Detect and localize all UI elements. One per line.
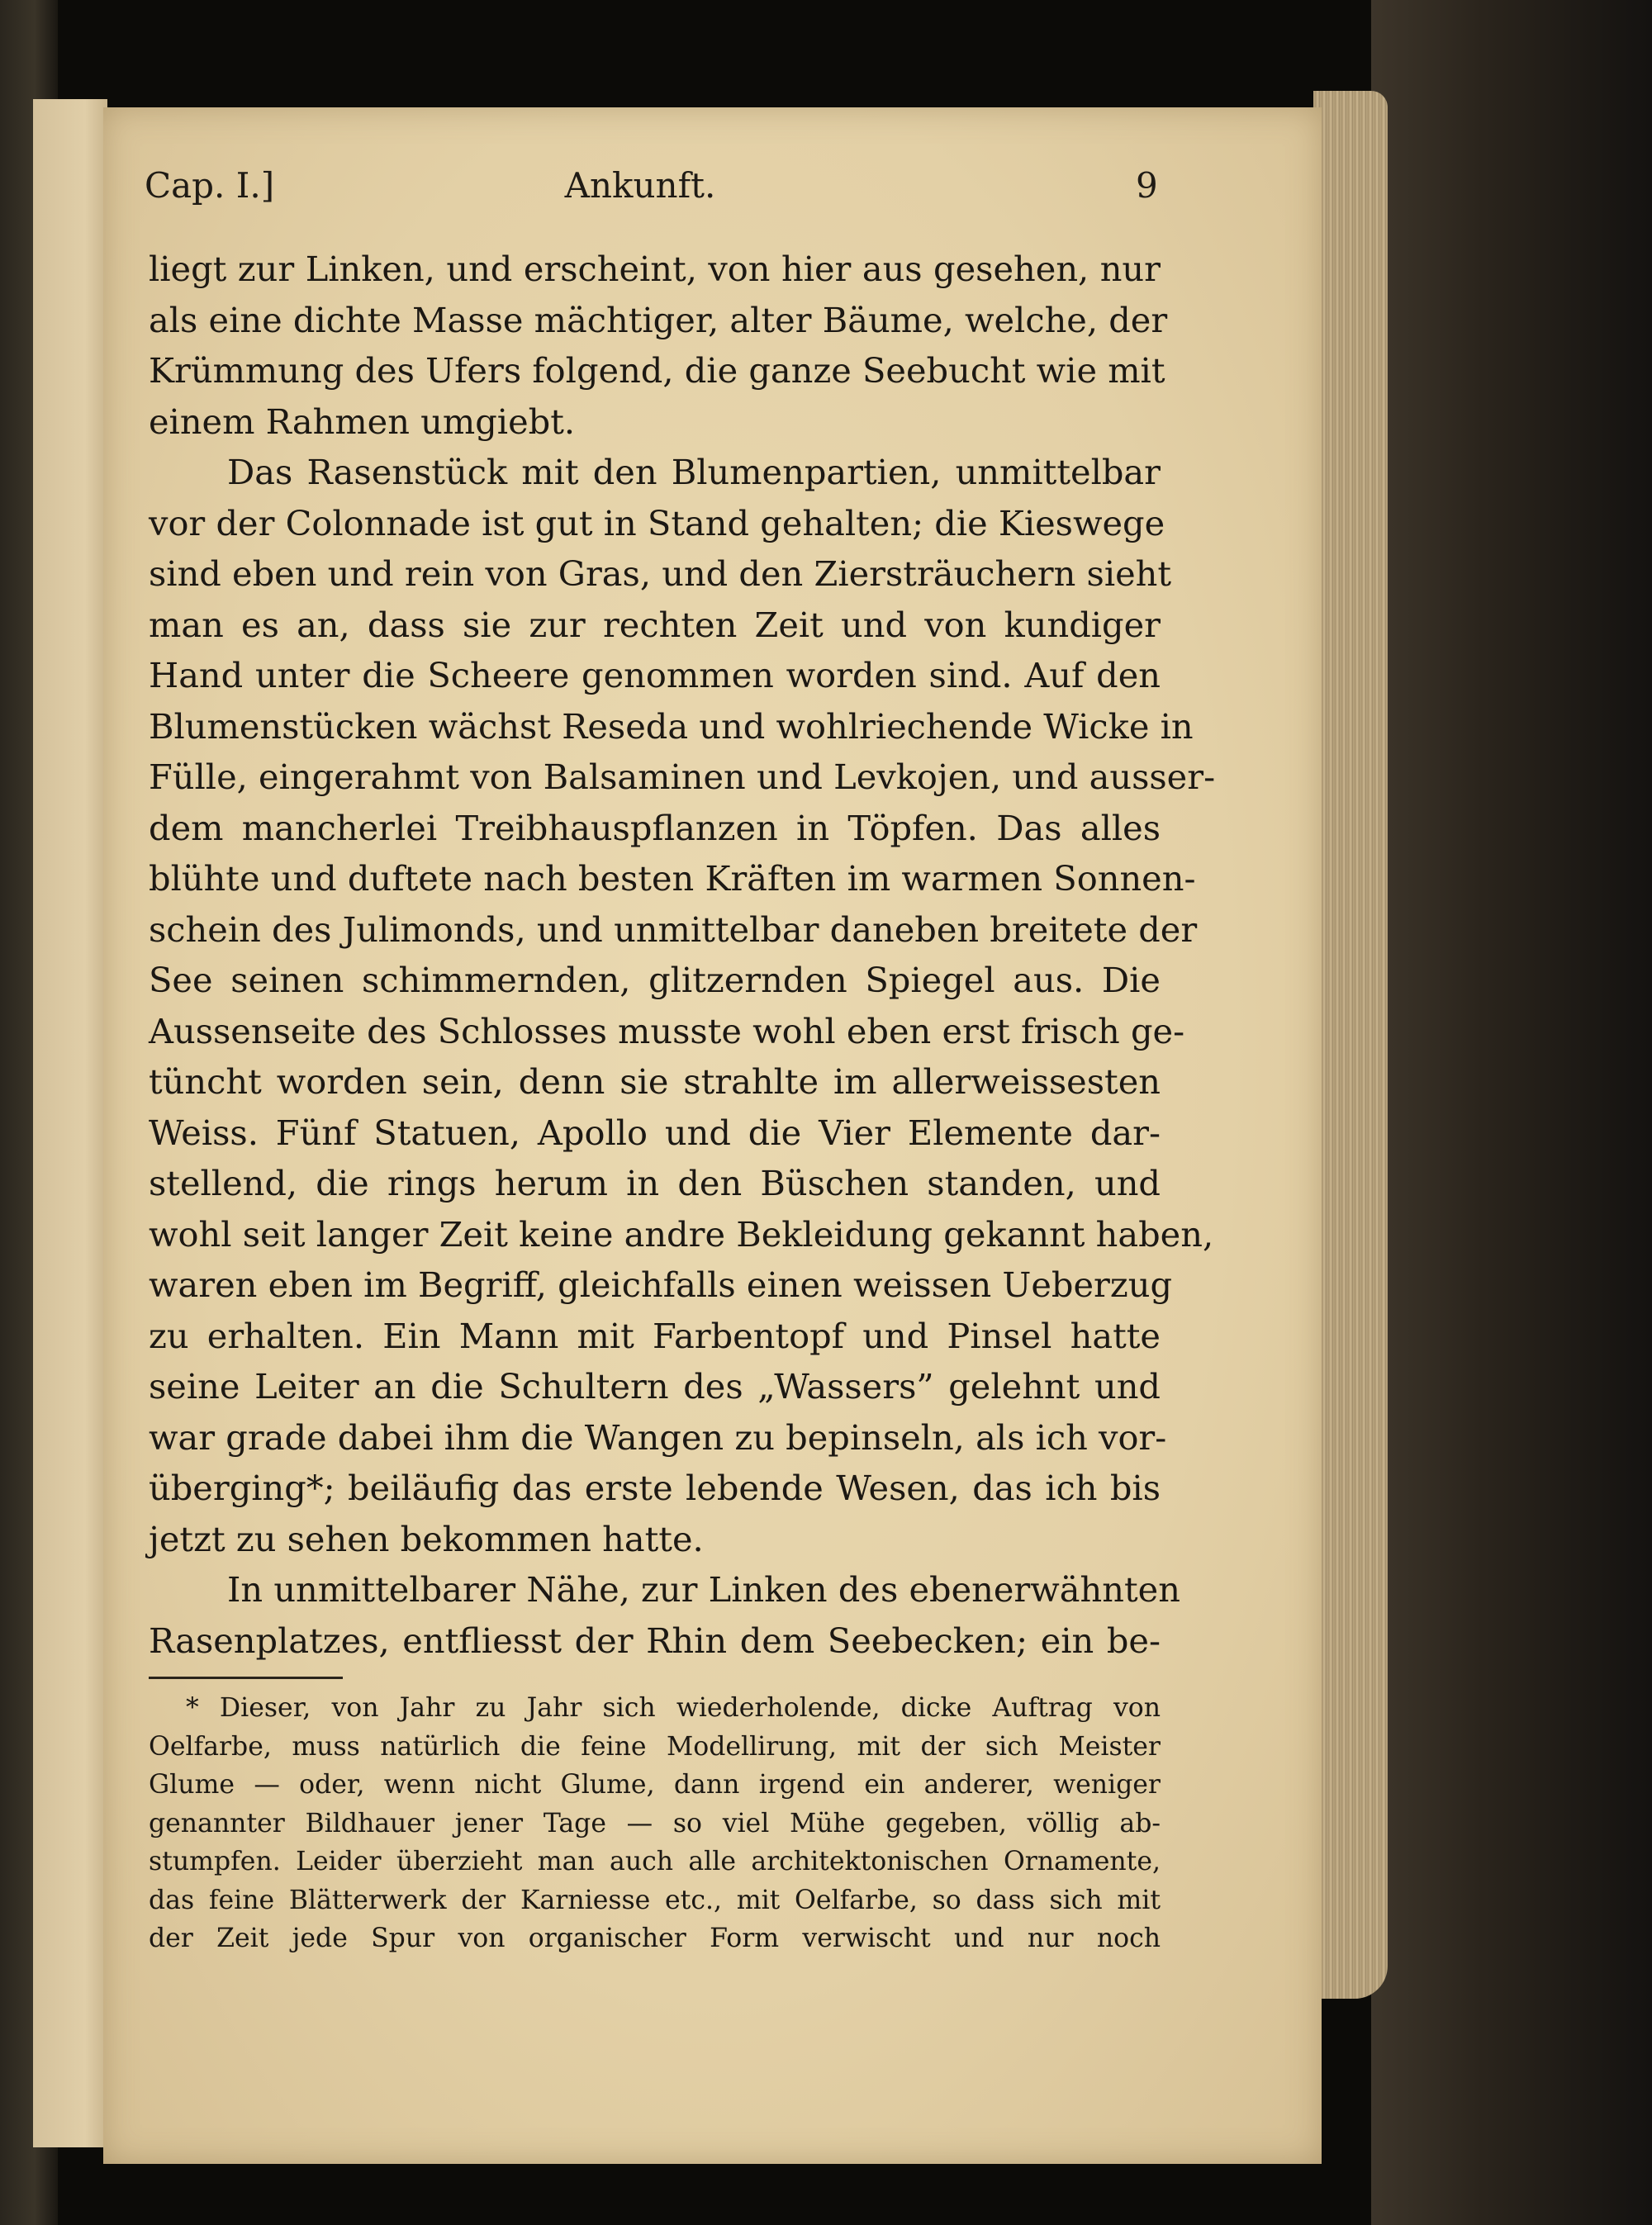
text-line: waren eben im Begriff, gleichfalls einen weissen Ueberzug: [149, 1264, 1173, 1305]
text-line: tüncht worden sein, denn sie strahlte im allerweissesten: [149, 1061, 1161, 1102]
text-line: man es an, dass sie zur rechten Zeit und von kundiger: [149, 604, 1161, 645]
text-line: vor der Colonnade ist gut in Stand gehalten; die Kieswege: [149, 502, 1165, 543]
previous-page-edge: [33, 99, 107, 2147]
footnote-line: das feine Blätterwerk der Karniesse etc., mit Oelfarbe, so dass sich mit: [149, 1885, 1161, 1915]
text-line: seine Leiter an die Schultern des „Wassers” gelehnt und: [149, 1366, 1161, 1407]
footnote-line: Oelfarbe, muss natürlich die feine Modellirung, mit der sich Meister: [149, 1731, 1161, 1762]
footnote-line: genannter Bildhauer jener Tage — so viel Mühe gegeben, völlig ab-: [149, 1808, 1161, 1838]
text-line: In unmittelbarer Nähe, zur Linken des ebenerwähnten: [227, 1569, 1180, 1610]
text-line: See seinen schimmernden, glitzernden Spiegel aus. Die: [149, 960, 1161, 1000]
text-line: wohl seit langer Zeit keine andre Bekleidung gekannt haben,: [149, 1213, 1214, 1255]
footnote-line: Glume — oder, wenn nicht Glume, dann irgend ein anderer, weniger: [149, 1770, 1161, 1800]
running-head-chapter: Cap. I.]: [145, 165, 275, 206]
footnote: [149, 1689, 1161, 1958]
text-line: einem Rahmen umgiebt.: [149, 401, 576, 442]
text-line: Rasenplatzes, entfliesst der Rhin dem Seebecken; ein be-: [149, 1620, 1161, 1661]
footnote-line: der Zeit jede Spur von organischer Form verwischt und nur noch: [149, 1924, 1161, 1953]
right-book-cover: [1371, 0, 1652, 2225]
text-line: Das Rasenstück mit den Blumenpartien, unmittelbar: [227, 452, 1161, 492]
text-line: Weiss. Fünf Statuen, Apollo und die Vier Elemente dar-: [149, 1112, 1161, 1153]
body-text: [149, 244, 1216, 1666]
text-line: Aussenseite des Schlosses musste wohl eben erst frisch ge-: [149, 1010, 1185, 1051]
text-line: war grade dabei ihm die Wangen zu bepinseln, als ich vor-: [149, 1416, 1167, 1458]
text-line: Hand unter die Scheere genommen worden sind. Auf den: [149, 655, 1161, 695]
page-stack-edge: [1313, 91, 1388, 1999]
text-line: blühte und duftete nach besten Kräften im warmen Sonnen-: [149, 858, 1196, 899]
text-line: jetzt zu sehen bekommen hatte.: [149, 1518, 704, 1559]
footnote-divider: [149, 1677, 343, 1679]
text-line: Krümmung des Ufers folgend, die ganze Seebucht wie mit: [149, 350, 1165, 391]
text-line: Fülle, eingerahmt von Balsaminen und Levkojen, und ausser-: [149, 757, 1216, 797]
page-number: 9: [1136, 165, 1158, 206]
text-line: dem mancherlei Treibhauspflanzen in Töpfen. Das alles: [149, 807, 1161, 848]
text-line: zu erhalten. Ein Mann mit Farbentopf und Pinsel hatte: [149, 1315, 1161, 1356]
text-line: überging*; beiläufig das erste lebende Wesen, das ich bis: [149, 1468, 1161, 1508]
text-line: liegt zur Linken, und erscheint, von hier aus gesehen, nur: [149, 249, 1161, 289]
footnote-line: stumpfen. Leider überzieht man auch alle architektonischen Ornamente,: [149, 1847, 1161, 1876]
footnote-line: * Dieser, von Jahr zu Jahr sich wiederholende, dicke Auftrag von: [186, 1693, 1161, 1723]
running-head-title: Ankunft.: [564, 165, 716, 206]
text-line: sind eben und rein von Gras, und den Ziersträuchern sieht: [149, 553, 1172, 594]
text-line: schein des Julimonds, und unmittelbar daneben breitete der: [149, 909, 1198, 950]
text-line: stellend, die rings herum in den Büschen standen, und: [149, 1163, 1161, 1203]
text-line: Blumenstücken wächst Reseda und wohlriechende Wicke in: [149, 705, 1194, 747]
text-line: als eine dichte Masse mächtiger, alter Bäume, welche, der: [149, 299, 1168, 340]
